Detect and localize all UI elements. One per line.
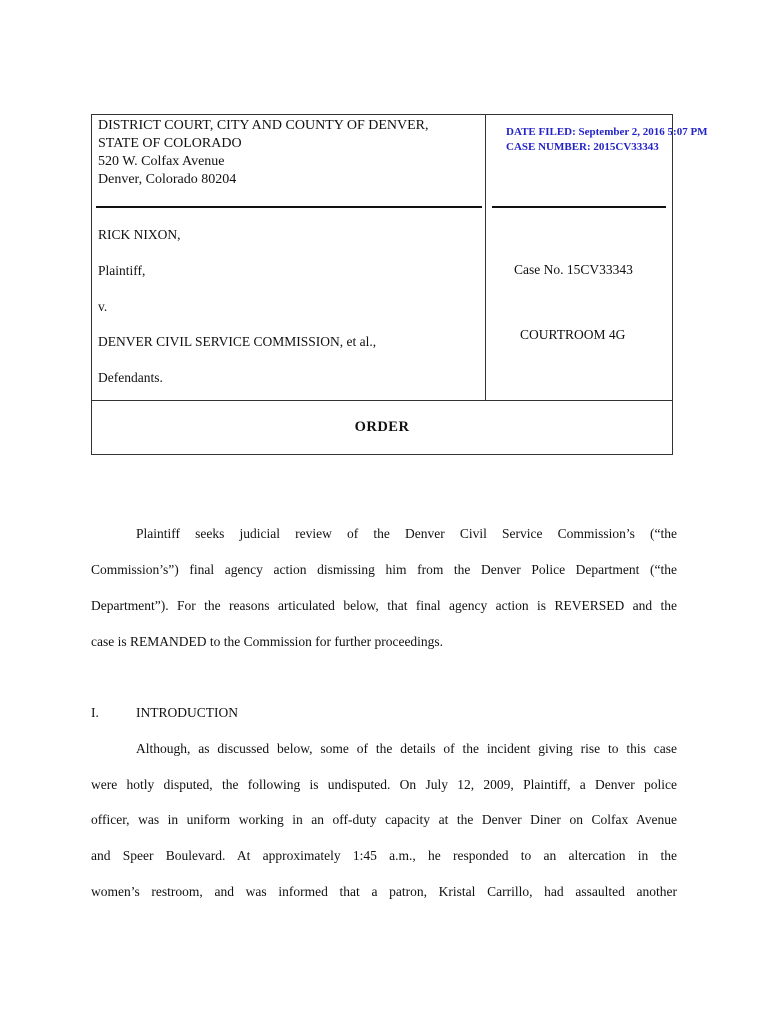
court-city: Denver, Colorado 80204 xyxy=(98,172,237,187)
caption-rule-left xyxy=(96,206,482,208)
order-title: ORDER xyxy=(92,400,672,454)
versus-label: v. xyxy=(98,299,108,314)
paragraph-1-line-4: case is REMANDED to the Commission for further proceedings. xyxy=(91,634,444,649)
courtroom: COURTROOM 4G xyxy=(520,327,626,342)
caption-parties-cell xyxy=(92,115,486,400)
date-filed: DATE FILED: September 2, 2016 5:07 PM xyxy=(506,126,708,138)
defendant-name: DENVER CIVIL SERVICE COMMISSION, et al., xyxy=(98,334,377,349)
paragraph-2-line-4: and Speer Boulevard. At approximately 1:45 a.m., he responded to an altercation in the xyxy=(91,848,677,863)
paragraph-1-line-3: Department”). For the reasons articulated below, that final agency action is REVERSED and the xyxy=(91,598,677,613)
plaintiff-label: Plaintiff, xyxy=(98,263,146,278)
paragraph-2-line-1: Although, as discussed below, some of the details of the incident giving rise to this case xyxy=(136,741,677,756)
caption-rule-right xyxy=(492,206,666,208)
paragraph-1-line-1: Plaintiff seeks judicial review of the Denver Civil Service Commission’s (“the xyxy=(136,526,677,541)
paragraph-2-line-3: officer, was in uniform working in an off-duty capacity at the Denver Diner on Colfax Avenue xyxy=(91,812,677,827)
paragraph-2-line-2: were hotly disputed, the following is undisputed. On July 12, 2009, Plaintiff, a Denver police xyxy=(91,777,677,792)
section-heading: INTRODUCTION xyxy=(136,705,238,720)
filing-stamp xyxy=(506,125,708,155)
case-number: Case No. 15CV33343 xyxy=(514,262,633,277)
section-number: I. xyxy=(91,705,99,720)
court-name-line-2: STATE OF COLORADO xyxy=(98,136,242,151)
stamp-case-number: CASE NUMBER: 2015CV33343 xyxy=(506,141,659,153)
court-street: 520 W. Colfax Avenue xyxy=(98,154,225,169)
paragraph-2-line-5: women’s restroom, and was informed that a patron, Kristal Carrillo, had assaulted another xyxy=(91,884,677,899)
plaintiff-name: RICK NIXON, xyxy=(98,227,181,242)
case-caption-box xyxy=(91,114,708,455)
court-name-line-1: DISTRICT COURT, CITY AND COUNTY OF DENVER, xyxy=(98,118,429,133)
defendant-label: Defendants. xyxy=(98,370,163,385)
court-address-block xyxy=(98,117,429,189)
paragraph-1-line-2: Commission’s”) final agency action dismissing him from the Denver Police Department (“the xyxy=(91,562,677,577)
